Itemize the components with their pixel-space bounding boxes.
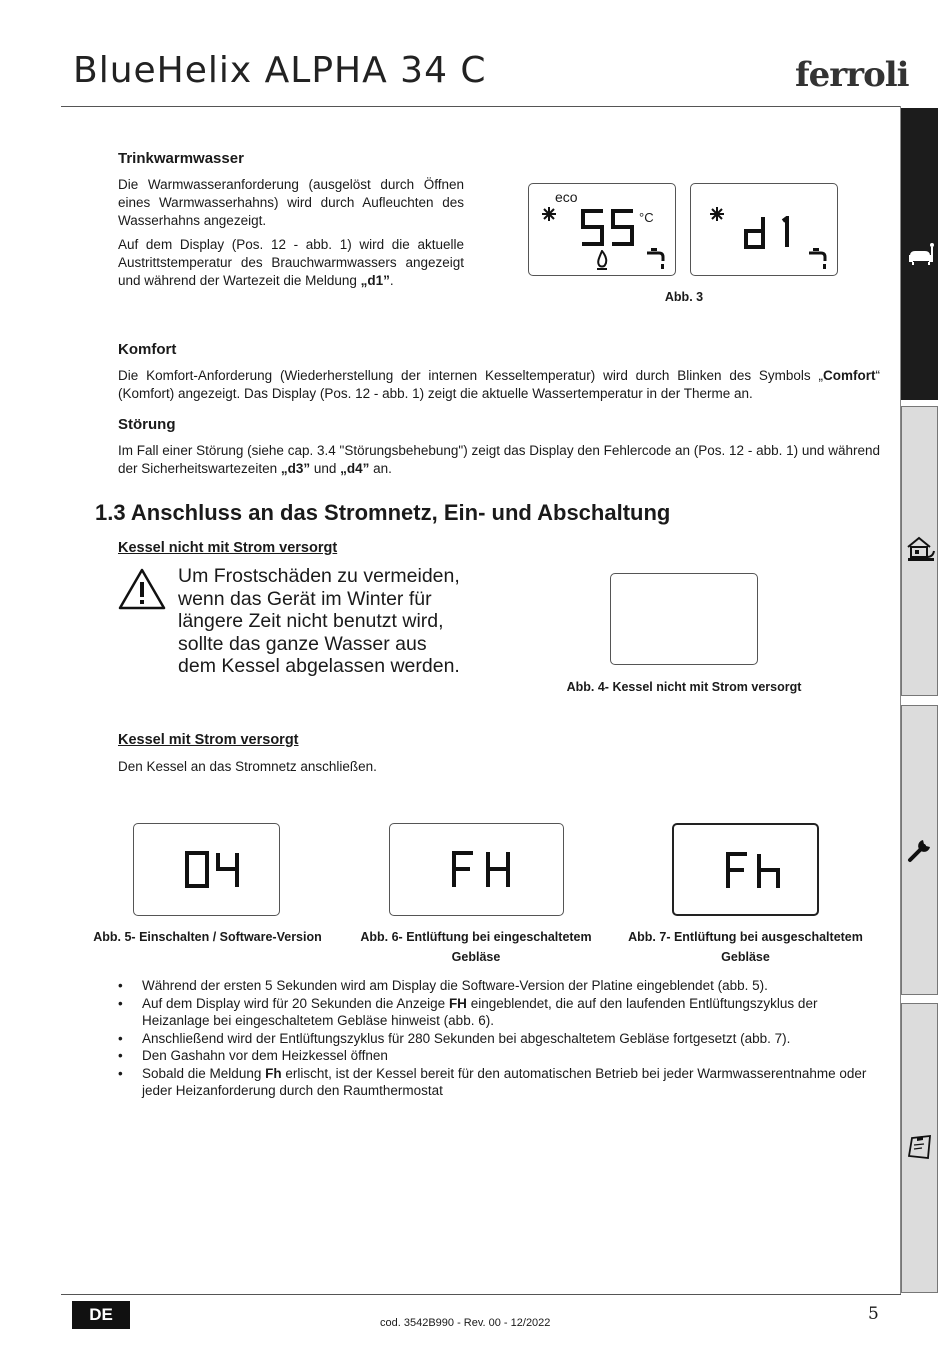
trink-paragraph-1: Die Warmwasseranforderung (ausgelöst durch Öffnen eines Warmwasserhahns) wird durch Aufleuchten des Wasserhahns angezeigt. [118, 177, 464, 228]
lcd-digits-04 [184, 850, 242, 890]
display-temperature [528, 183, 676, 276]
display-04 [133, 823, 280, 916]
ferroli-logo: ferroli [795, 55, 909, 95]
language-badge: DE [72, 1301, 130, 1329]
side-tab-user[interactable] [901, 108, 938, 400]
lcd-digits-55 [579, 208, 639, 248]
side-tab-service[interactable] [901, 705, 938, 995]
display-d1 [690, 183, 838, 276]
komfort-paragraph: Die Komfort-Anforderung (Wiederherstellung der internen Kesseltemperatur) wird durch Blinken des Symbols „Comfort“ (Komfort) angezeigt. Das Display (Pos. 12 - abb. 1) zeigt die aktuelle Wassertemperatur in der Therme an. [118, 368, 880, 401]
section-heading: 1.3 Anschluss an das Stromnetz, Ein- und Abschaltung [95, 500, 671, 525]
display-blank [610, 573, 758, 665]
figure-caption-4: Abb. 4- Kessel nicht mit Strom versorgt [566, 680, 802, 694]
flame-icon [595, 250, 609, 272]
clipboard-icon [906, 1132, 936, 1162]
figure-caption-5: Abb. 5- Einschalten / Software-Version [93, 930, 322, 944]
figure-caption-7: Abb. 7- Entlüftung bei ausgeschaltetem Gebläse [628, 930, 863, 964]
subheading-no-power: Kessel nicht mit Strom versorgt [118, 540, 338, 556]
armchair-user-icon [906, 239, 936, 269]
document-code: cod. 3542B990 - Rev. 00 - 12/2022 [380, 1317, 551, 1329]
startup-steps-list [118, 977, 882, 1100]
figure-caption-6: Abb. 6- Entlüftung bei eingeschaltetem Gebläse [360, 930, 592, 964]
trink-paragraph-2: Auf dem Display (Pos. 12 - abb. 1) wird die aktuelle Austrittstemperatur des Brauchwarmwassers angezeigt und während der Wartezeit die Meldung „d1”. [118, 237, 464, 288]
trink-heading: Trinkwarmwasser [118, 150, 244, 167]
lcd-digits-d1 [743, 216, 795, 250]
house-installation-icon [906, 533, 936, 563]
wrench-icon [906, 834, 936, 864]
snowflake-icon [541, 206, 557, 222]
display-FH [389, 823, 564, 916]
stoerung-heading: Störung [118, 416, 176, 433]
side-tab-installation[interactable] [901, 406, 938, 696]
header-rule [61, 106, 901, 107]
eco-label: eco [555, 189, 578, 205]
list-item: • Sobald die Meldung Fh erlischt, ist der Kessel bereit für den automatischen Betrieb bei jeder Warmwasserentnahme oder jeder Heizanforderung durch den Raumthermostat [118, 1065, 882, 1100]
water-tap-icon [645, 246, 667, 270]
snowflake-icon [709, 206, 725, 222]
list-item: • Den Gashahn vor dem Heizkessel öffnen [118, 1047, 882, 1065]
warning-text: Um Frostschäden zu vermeiden, wenn das Gerät im Winter für längere Zeit nicht benutzt wird, sollte das ganze Wasser aus dem Kessel abgelassen werden. [178, 565, 460, 677]
display-Fh [672, 823, 819, 916]
page-number: 5 [868, 1304, 879, 1324]
side-tab-technical-data[interactable] [901, 1003, 938, 1293]
komfort-heading: Komfort [118, 341, 177, 358]
connect-instruction: Den Kessel an das Stromnetz anschließen. [118, 759, 377, 774]
subheading-with-power: Kessel mit Strom versorgt [118, 732, 299, 748]
list-item: • Anschließend wird der Entlüftungszyklus für 280 Sekunden bei abgeschaltetem Gebläse fortgesetzt (abb. 7). [118, 1030, 882, 1048]
water-tap-icon [807, 246, 829, 270]
footer-rule [61, 1294, 901, 1295]
list-item: • Während der ersten 5 Sekunden wird am Display die Software-Version der Platine eingeblendet (abb. 5). [118, 977, 882, 995]
list-item: • Auf dem Display wird für 20 Sekunden die Anzeige FH eingeblendet, die auf den laufenden Entlüftungszyklus der Heizanlage bei eingeschaltetem Gebläse hinweist (abb. 6). [118, 995, 882, 1030]
stoerung-paragraph: Im Fall einer Störung (siehe cap. 3.4 "Störungsbehebung") zeigt das Display den Fehlercode an (Pos. 12 - abb. 1) und während der Sicherheitswartezeiten „d3” und „d4” an. [118, 443, 880, 476]
figure-caption-3: Abb. 3 [664, 290, 704, 304]
lcd-letters-FH [450, 850, 514, 890]
celsius-unit: °C [639, 210, 654, 225]
document-title: BlueHelix ALPHA 34 C [73, 50, 487, 91]
lcd-letters-Fh [724, 851, 782, 891]
warning-icon [117, 567, 167, 611]
